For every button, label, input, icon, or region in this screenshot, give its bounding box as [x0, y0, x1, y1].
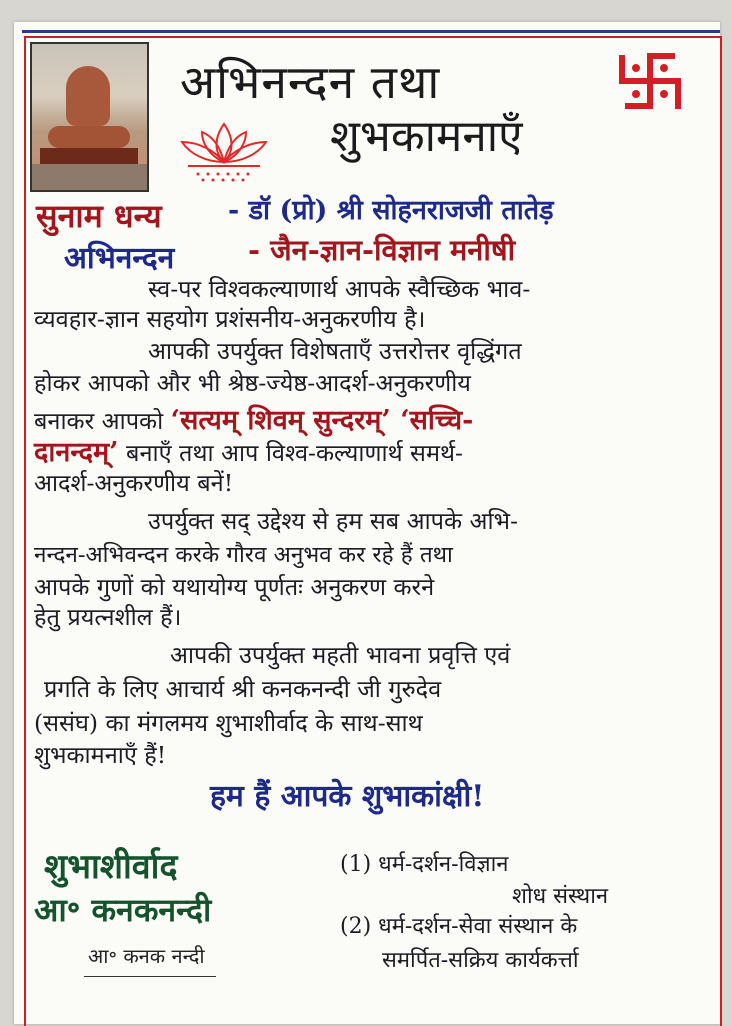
closing-line: हम हैं आपके शुभाकांक्षी!: [210, 779, 485, 814]
institution-2-line-1: [340, 910, 577, 940]
institution-2-line-2: समर्पित-सक्रिय कार्यकर्त्ता: [382, 948, 579, 973]
body-line-14: (ससंघ) का मंगलमय शुभाशीर्वाद के साथ-साथ: [34, 709, 423, 737]
body-line-2: व्यवहार-ज्ञान सहयोग प्रशंसनीय-अनुकरणीय है।: [34, 305, 426, 333]
dedication-label-1: सुनाम धन्य: [36, 197, 162, 235]
body-line-6-text: बनाएँ तथा आप विश्व-कल्याणार्थ समर्थ-: [126, 439, 463, 467]
institution-1-number: (1): [340, 852, 372, 877]
institution-1-line-1: [340, 848, 509, 878]
title-line-2: शुभकामनाएँ: [330, 111, 523, 162]
signature-underline: [84, 976, 216, 977]
body-line-5-text: बनाकर आपको: [34, 407, 164, 435]
institution-2-number: (2): [340, 914, 372, 939]
dedication-label-2: अभिनन्दन: [64, 241, 175, 276]
top-border-line: [22, 30, 720, 33]
title-line-1: अभिनन्दन तथा: [180, 55, 441, 109]
portrait-seat: [40, 148, 138, 164]
body-line-7: आदर्श-अनुकरणीय बनें!: [34, 469, 234, 497]
signature: आ॰ कनक नन्दी: [88, 944, 205, 968]
blessing-author: आ॰ कनकनन्दी: [34, 891, 212, 929]
body-line-3: आपकी उपर्युक्त विशेषताएँ उत्तरोत्तर वृद्धिंगत: [148, 337, 522, 365]
highlight-satyam: ‘सत्यम् शिवम् सुन्दरम्’ ‘सच्चि-: [170, 405, 474, 436]
body-line-11: हेतु प्रयत्नशील हैं।: [34, 603, 182, 631]
institution-1-line-2: शोध संस्थान: [512, 884, 609, 909]
body-line-13: प्रगति के लिए आचार्य श्री कनकनन्दी जी गुरुदेव: [44, 675, 442, 703]
blessing-heading: शुभाशीर्वाद: [44, 847, 178, 887]
portrait-base: [32, 164, 147, 190]
dedicatee-name: - डॉ (प्रो) श्री सोहनराजजी तातेड़: [228, 195, 554, 226]
body-line-15: शुभकामनाएँ हैं!: [34, 741, 167, 769]
portrait-photo: [30, 42, 149, 192]
swastika-icon: [608, 48, 692, 114]
body-line-6: [34, 432, 463, 469]
body-line-8: उपर्युक्त सद् उद्देश्य से हम सब आपके अभि-: [148, 507, 519, 535]
portrait-figure: [66, 66, 110, 126]
body-line-12: आपकी उपर्युक्त महती भावना प्रवृत्ति एवं: [170, 641, 511, 669]
body-line-10: आपके गुणों को यथायोग्य पूर्णतः अनुकरण करने: [34, 573, 435, 601]
institution-2-name: धर्म-दर्शन-सेवा संस्थान के: [378, 914, 578, 939]
institution-1-name: धर्म-दर्शन-विज्ञान: [378, 852, 509, 877]
lotus-icon: [172, 116, 276, 190]
body-line-4: होकर आपको और भी श्रेष्ठ-ज्येष्ठ-आदर्श-अनुकरणीय: [34, 369, 471, 397]
highlight-danandam: दानन्दम्’: [34, 437, 119, 468]
body-line-1: स्व-पर विश्वकल्याणार्थ आपके स्वैच्छिक भाव-: [148, 275, 531, 303]
portrait-legs: [48, 126, 130, 148]
body-line-9: नन्दन-अभिवन्दन करके गौरव अनुभव कर रहे हैं तथा: [34, 542, 453, 568]
honorific-title: - जैन-ज्ञान-विज्ञान मनीषी: [248, 233, 516, 267]
